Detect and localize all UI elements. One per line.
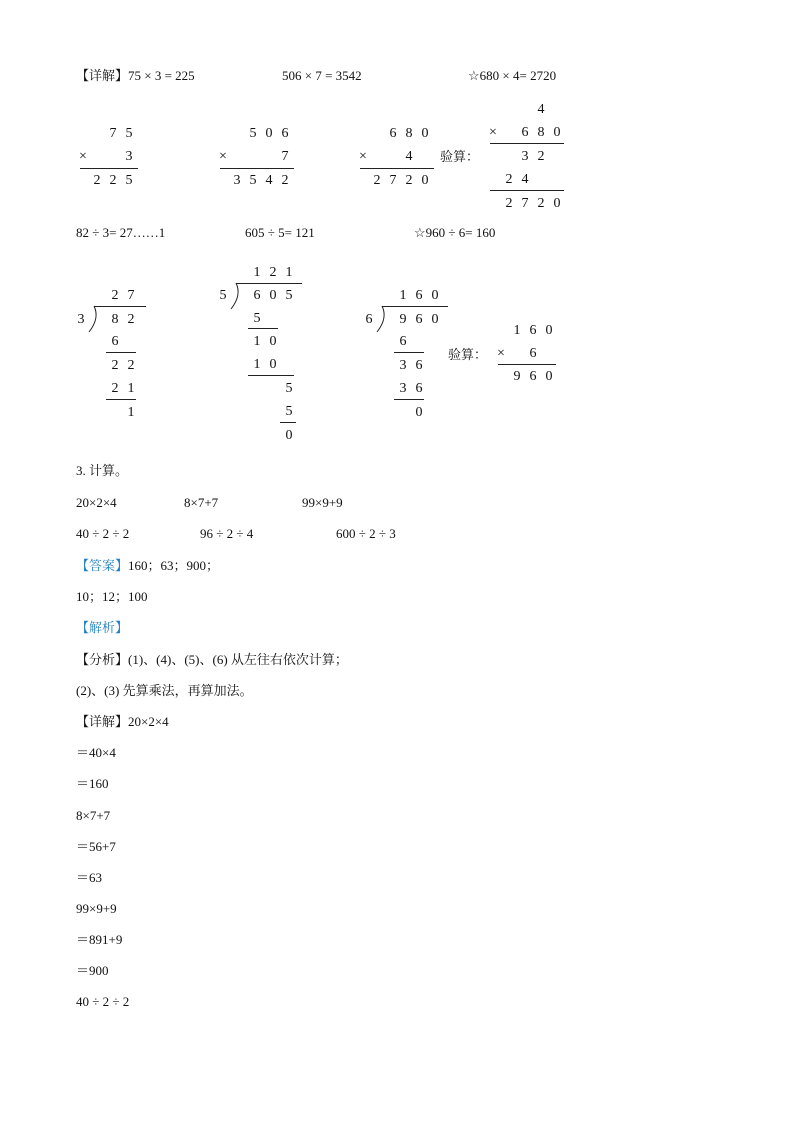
digit: 4 [537,102,545,117]
detail-label: 【详解】 [76,68,129,83]
digit: 2 [505,196,513,211]
remainder: 1 [127,405,135,420]
analysis-label: 【解析】 [76,620,129,635]
digit: 2 [537,149,545,164]
digit: 0 [431,312,439,327]
digit: 7 [281,149,289,164]
divisor: 6 [365,312,373,327]
digit: 6 [399,334,407,349]
digit: 2 [111,288,119,303]
digit: 2 [127,312,135,327]
rule-line [280,422,296,423]
digit: 2 [281,173,289,188]
digit: 0 [545,323,553,338]
digit: 6 [415,381,423,396]
check-label: 验算： [440,149,480,164]
digit: 1 [253,357,261,372]
digit: 0 [545,369,553,384]
step: ＝900 [76,963,109,978]
detail-line [76,714,169,730]
check-label: 验算： [448,347,488,362]
digit: 2 [109,173,117,188]
expression: 20×2×4 [76,495,117,510]
multiply-sign: × [219,149,227,164]
digit: 0 [269,357,277,372]
division-bracket [376,306,386,334]
rule-line [106,352,136,353]
expression: 600 ÷ 2 ÷ 3 [336,526,396,541]
digit: 8 [111,312,119,327]
digit: 3 [399,381,407,396]
multiply-sign: × [497,346,505,361]
step: 8×7+7 [76,808,111,823]
division-bracket [230,283,240,311]
digit: 1 [513,323,521,338]
rule-line [80,168,138,169]
expression: 96 ÷ 2 ÷ 4 [200,526,254,541]
answer-values: 160；63；900； [128,558,220,573]
digit: 3 [125,149,133,164]
digit: 6 [253,288,261,303]
rule-line [248,375,294,376]
digit: 2 [127,358,135,373]
multiply-sign: × [489,125,497,140]
digit: 0 [421,126,429,141]
remainder: 0 [285,428,293,443]
answer-label: 【答案】 [76,558,129,573]
digit: 2 [373,173,381,188]
step: 20×2×4 [128,714,169,729]
digit: 4 [521,172,529,187]
rule-line [220,168,294,169]
digit: 8 [537,125,545,140]
detail-line-1 [76,68,195,84]
detail-label: 【详解】 [76,714,129,729]
digit: 9 [513,369,521,384]
digit: 2 [505,172,513,187]
digit: 7 [109,126,117,141]
rule-line [498,364,556,365]
digit: 5 [285,381,293,396]
equation: 82 ÷ 3= 27……1 [76,225,166,240]
digit: 3 [233,173,241,188]
rule-line [248,328,278,329]
digit: 6 [529,323,537,338]
divisor: 3 [77,312,85,327]
digit: 5 [249,126,257,141]
digit: 1 [253,334,261,349]
analysis-tag: 【分析】 [76,652,129,667]
rule-line [490,190,564,191]
digit: 8 [405,126,413,141]
digit: 1 [399,288,407,303]
digit: 2 [111,358,119,373]
digit: 4 [405,149,413,164]
digit: 6 [389,126,397,141]
equation: 605 ÷ 5= 121 [245,225,315,240]
step: ＝891+9 [76,932,123,947]
digit: 5 [285,288,293,303]
equation: 506 × 7 = 3542 [282,68,362,83]
digit: 0 [431,288,439,303]
digit: 6 [529,369,537,384]
digit: 4 [265,173,273,188]
digit: 2 [537,196,545,211]
analysis-line-1 [76,652,348,668]
rule-line [106,399,136,400]
digit: 1 [253,265,261,280]
digit: 6 [415,358,423,373]
step: ＝160 [76,776,109,791]
divisor: 5 [219,288,227,303]
digit: 0 [269,288,277,303]
digit: 0 [421,173,429,188]
expression: 99×9+9 [302,495,343,510]
rule-line [394,352,424,353]
digit: 1 [127,381,135,396]
digit: 6 [521,125,529,140]
step: ＝40×4 [76,745,116,760]
digit: 3 [521,149,529,164]
digit: 6 [529,346,537,361]
digit: 0 [553,196,561,211]
division-bar [382,306,448,307]
division-bar [236,283,302,284]
digit: 5 [253,311,261,326]
rule-line [490,143,564,144]
digit: 5 [249,173,257,188]
division-bar [94,306,146,307]
digit: 0 [265,126,273,141]
digit: 9 [399,312,407,327]
digit: 2 [405,173,413,188]
digit: 6 [281,126,289,141]
digit: 0 [553,125,561,140]
digit: 0 [269,334,277,349]
digit: 7 [127,288,135,303]
equation: ☆680 × 4= 2720 [468,68,557,83]
answer-line-2: 10；12；100 [76,589,148,604]
digit: 2 [111,381,119,396]
expression: 8×7+7 [184,495,219,510]
step: 99×9+9 [76,901,117,916]
analysis-text: (1)、(4)、(5)、(6) 从左往右依次计算； [128,652,348,667]
digit: 5 [125,173,133,188]
multiply-sign: × [79,149,87,164]
digit: 7 [389,173,397,188]
digit: 7 [521,196,529,211]
digit: 6 [415,288,423,303]
equation: 75 × 3 = 225 [128,68,195,83]
digit: 6 [111,334,119,349]
multiply-sign: × [359,149,367,164]
digit: 3 [399,358,407,373]
digit: 2 [93,173,101,188]
question-title: 3. 计算。 [76,463,129,478]
digit: 5 [285,404,293,419]
step: ＝63 [76,870,103,885]
digit: 6 [415,312,423,327]
digit: 1 [285,265,293,280]
expression: 40 ÷ 2 ÷ 2 [76,526,130,541]
step: 40 ÷ 2 ÷ 2 [76,994,130,1009]
equation: ☆960 ÷ 6= 160 [414,225,496,240]
remainder: 0 [415,405,423,420]
analysis-line-2: (2)、(3) 先算乘法，再算加法。 [76,683,253,698]
rule-line [394,399,424,400]
digit: 5 [125,126,133,141]
rule-line [360,168,434,169]
digit: 2 [269,265,277,280]
division-bracket [88,306,98,334]
answer-line-1 [76,558,219,574]
step: ＝56+7 [76,839,116,854]
